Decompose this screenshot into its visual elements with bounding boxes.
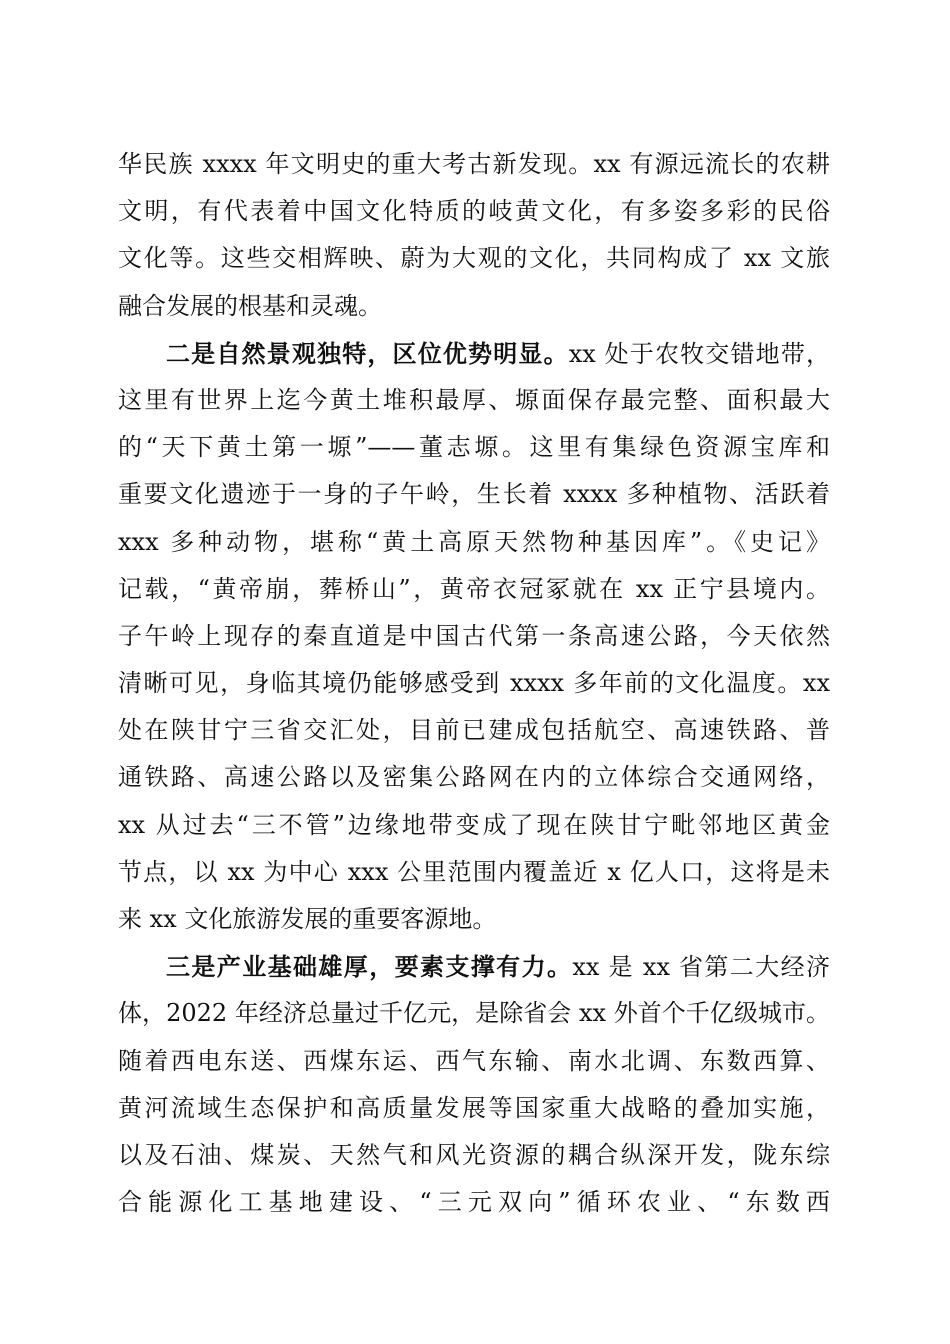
text-line: 华民族 xxxx 年文明史的重大考古新发现。xx 有源远流长的农耕 bbox=[118, 150, 830, 178]
text-run: xx 处于农牧交错地带， bbox=[568, 339, 830, 368]
text-line: 子午岭上现存的秦直道是中国古代第一条高速公路，今天依然 bbox=[118, 621, 830, 650]
text-line: 记载，“黄帝崩，葬桥山”，黄帝衣冠冢就在 xx 正宁县境内。 bbox=[118, 574, 830, 603]
text-line: 合能源化工基地建设、“三元双向”循环农业、“东数西 bbox=[118, 1188, 830, 1217]
text-line: 黄河流域生态保护和高质量发展等国家重大战略的叠加实施， bbox=[118, 1093, 830, 1122]
text-line: 来 xx 文化旅游发展的重要客源地。 bbox=[118, 905, 497, 933]
document-body bbox=[118, 141, 830, 1226]
text-line: 文明，有代表着中国文化特质的岐黄文化，有多姿多彩的民俗 bbox=[118, 197, 830, 226]
paragraph-heading: 二是自然景观独特，区位优势明显。 bbox=[166, 338, 569, 368]
text-line bbox=[118, 943, 830, 990]
text-line: 体，2022 年经济总量过千亿元，是除省会 xx 外首个千亿级城市。 bbox=[118, 999, 830, 1028]
text-line: 以及石油、煤炭、天然气和风光资源的耦合纵深开发，陇东综 bbox=[118, 1140, 830, 1169]
text-line: xxx 多种动物，堪称“黄土高原天然物种基因库”。《史记》 bbox=[118, 527, 830, 556]
text-line: 这里有世界上迄今黄土堆积最厚、塬面保存最完整、面积最大 bbox=[118, 385, 830, 414]
text-line bbox=[118, 330, 830, 377]
paragraph-2 bbox=[118, 330, 830, 943]
text-line: 文化等。这些交相辉映、蔚为大观的文化，共同构成了 xx 文旅 bbox=[118, 244, 830, 273]
text-run: xx 是 xx 省第二大经济 bbox=[572, 953, 831, 982]
text-line: 随着西电东送、西煤东运、西气东输、南水北调、东数西算、 bbox=[118, 1046, 830, 1075]
paragraph-heading: 三是产业基础雄厚，要素支撑有力。 bbox=[166, 952, 573, 982]
paragraph-3 bbox=[118, 943, 830, 1226]
text-line: 清晰可见，身临其境仍能够感受到 xxxx 多年前的文化温度。xx bbox=[118, 669, 830, 698]
paragraph-1 bbox=[118, 141, 830, 330]
text-line: 节点，以 xx 为中心 xxx 公里范围内覆盖近 x 亿人口，这将是未 bbox=[118, 857, 830, 886]
text-line: 的“天下黄土第一塬”——董志塬。这里有集绿色资源宝库和 bbox=[118, 433, 830, 462]
text-line: xx 从过去“三不管”边缘地带变成了现在陕甘宁毗邻地区黄金 bbox=[118, 810, 830, 839]
text-line: 处在陕甘宁三省交汇处，目前已建成包括航空、高速铁路、普 bbox=[118, 716, 830, 745]
text-line: 通铁路、高速公路以及密集公路网在内的立体综合交通网络， bbox=[118, 763, 830, 792]
text-line: 融合发展的根基和灵魂。 bbox=[118, 291, 382, 320]
text-line: 重要文化遗迹于一身的子午岭，生长着 xxxx 多种植物、活跃着 bbox=[118, 480, 830, 509]
